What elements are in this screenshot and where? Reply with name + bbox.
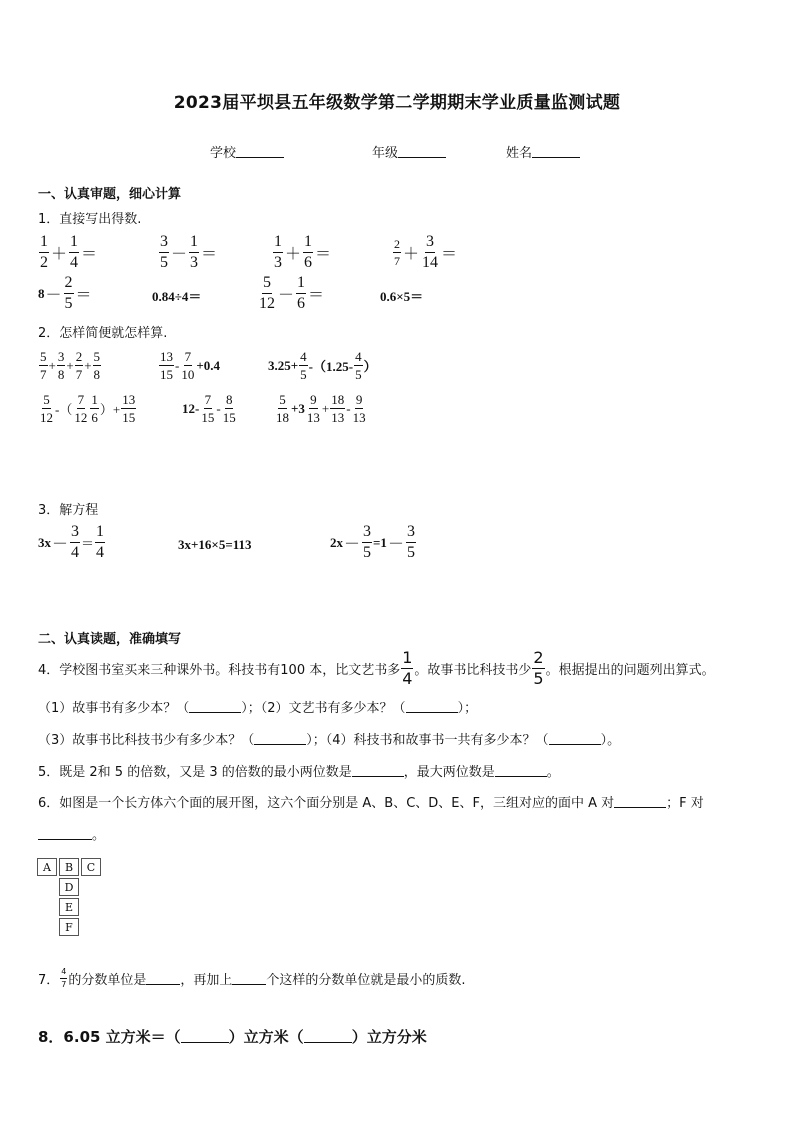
q3-equation-1: 3x － 3 4 ＝ 1 4	[38, 523, 105, 561]
q2-item-1: 5 7 + $\frac{3}{8}$ + $\frac{2}{7}$ + $\frac{5}{8}$	[40, 349, 101, 382]
q1-item-d: 2 7 ＋ 3 14 ＝	[394, 233, 458, 271]
q2-item-3: 3.25+ $\frac{4}{5}$ -（1.25- 4 5 ）	[268, 349, 377, 382]
q4-line-2: （3）故事书比科技书少有多少本？（ ）；（4）科技书和故事书一共有多少本？（ ）。	[38, 733, 621, 748]
question-7: 7． 4 7 的分数单位是 ，再加上 个这样的分数单位就是最小的质数.	[38, 967, 466, 989]
question-1: 1．直接写出得数.	[38, 212, 142, 227]
q7-fraction: 4 7	[61, 967, 67, 989]
question-6-cont: 。	[38, 824, 105, 843]
school-label: 学校	[210, 146, 237, 161]
q6-blank-2[interactable]	[38, 827, 92, 840]
q4-blank-2[interactable]	[406, 700, 458, 713]
q4-blank-4[interactable]	[549, 732, 601, 745]
q1-item-b: 3 5 － 1 3 ＝	[160, 233, 218, 271]
grade-blank[interactable]	[398, 145, 446, 158]
name-field	[506, 142, 580, 161]
question-4: 4．学校图书室买来三种课外书。科技书有100 本，比文艺书多 1 4 。故事书比科技书少 2 5 。根据提出的问题列出算式。	[38, 648, 715, 688]
question-2: 2．怎样简便就怎样算.	[38, 326, 168, 341]
q5-blank-2[interactable]	[495, 764, 547, 777]
question-3: 3．解方程	[38, 503, 99, 518]
q1-item-g: 5 12 － 1 6 ＝	[259, 274, 325, 312]
q1-item-f: 0.84÷4＝	[152, 289, 202, 304]
q2-item-4: 5 12 -（ 7 12 1 6 ）+ $\frac{13}{15}$	[40, 392, 136, 425]
grade-field	[372, 142, 446, 161]
net-face-b: B	[59, 858, 79, 876]
net-face-a: A	[37, 858, 57, 876]
q2-item-6: 5 18 +3 9 13 + $\frac{18}{13}$ - 9 13	[276, 392, 366, 425]
q3-equation-3: 2x － $\frac{3}{5}$ =1 － 3 5	[330, 523, 415, 561]
q4-line-1: （1）故事书有多少本？（ ）；（2）文艺书有多少本？（ ）；	[38, 701, 478, 716]
q4-blank-3[interactable]	[254, 732, 306, 745]
q6-blank-1[interactable]	[614, 795, 666, 808]
question-8: 8．6.05 立方米＝（ ）立方米（ ）立方分米	[38, 1028, 427, 1046]
q1-item-h: 0.6×5＝	[380, 289, 424, 304]
q4-blank-1[interactable]	[189, 700, 241, 713]
page-title: 2023届平坝县五年级数学第二学期期末学业质量监测试题	[173, 93, 621, 113]
section-2-heading: 二、认真读题，准确填写	[38, 632, 182, 647]
name-blank[interactable]	[532, 145, 580, 158]
q1-item-a: 1 2 ＋ 1 4 ＝	[40, 233, 98, 271]
net-face-e: E	[59, 898, 79, 916]
question-5: 5．既是 2和 5 的倍数，又是 3 的倍数的最小两位数是 ，最大两位数是 。	[38, 765, 560, 780]
q7-blank-1[interactable]	[146, 972, 180, 985]
net-face-d: D	[59, 878, 79, 896]
school-field	[210, 142, 284, 161]
q1-item-e: 8 － 2 5 ＝	[38, 274, 92, 312]
grade-label: 年级	[372, 146, 399, 161]
q1-item-c: 1 3 ＋ 1 6 ＝	[274, 233, 332, 271]
name-label: 姓名	[506, 146, 533, 161]
q8-blank-2[interactable]	[304, 1030, 352, 1043]
question-6: 6．如图是一个长方体六个面的展开图，这六个面分别是 A、B、C、D、E、F，三组对应的面中 A 对 ；F 对	[38, 796, 704, 811]
q7-blank-2[interactable]	[232, 972, 266, 985]
q2-item-2: 13 15 - 7 10 +0.4	[160, 349, 221, 382]
net-face-c: C	[81, 858, 101, 876]
school-blank[interactable]	[236, 145, 284, 158]
net-face-f: F	[59, 918, 79, 936]
q5-blank-1[interactable]	[352, 764, 404, 777]
q8-blank-1[interactable]	[181, 1030, 229, 1043]
section-1-heading: 一、认真审题，细心计算	[38, 187, 182, 202]
q2-item-5: 12- 7 15 - 8 15	[182, 392, 236, 425]
q4-fraction-1: 1 4	[402, 648, 413, 688]
q3-equation-2: 3x+16×5=113	[178, 537, 252, 552]
q4-fraction-2: 2 5	[533, 648, 544, 688]
